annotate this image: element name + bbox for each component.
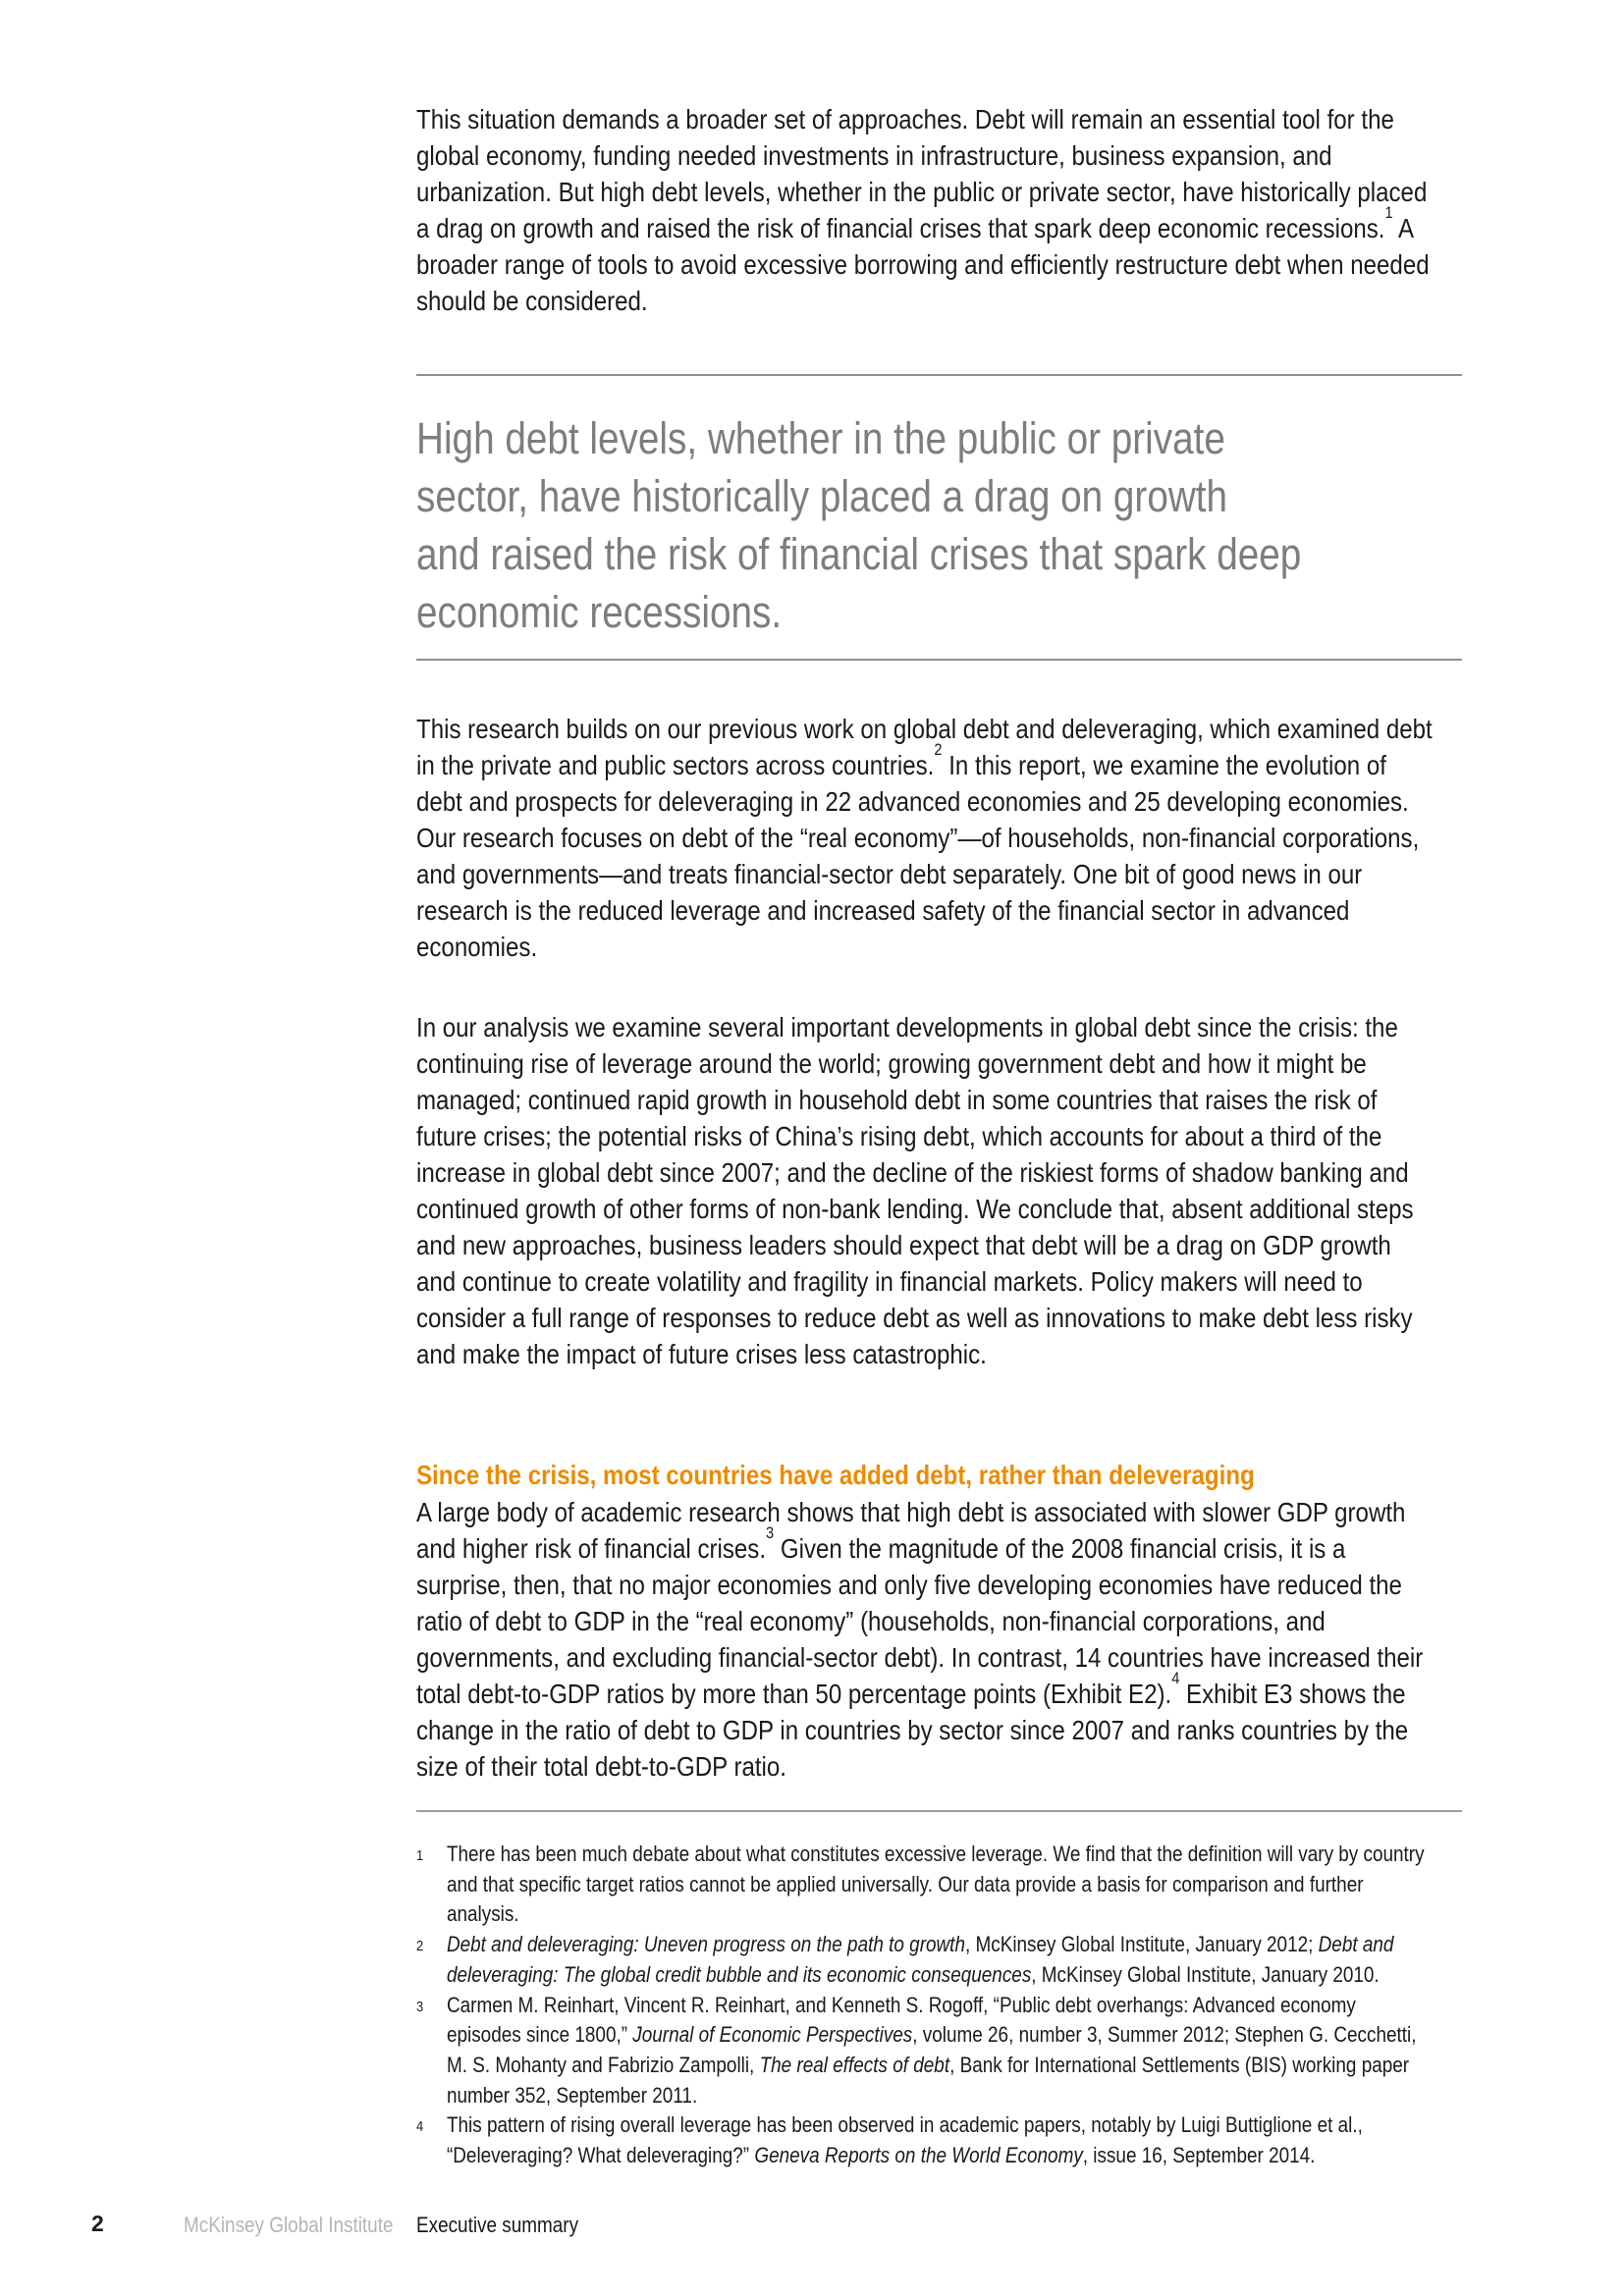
divider-quote-top (416, 374, 1462, 376)
paragraph-analysis: In our analysis we examine several important developments in global debt since the crisis: the continuing rise of leverage around the world; growing government debt and how it might be managed; continued rapid growth in household debt in some countries that raises the risk of future crises; the potential risks of China’s rising debt, which accounts for about a third of the increase in global debt since 2007; and the decline of the riskiest forms of shadow banking and continued growth of other forms of non-bank lending. We conclude that, absent additional steps and new approaches, business leaders should expect that debt will be a drag on GDP growth and continue to create volatility and fragility in financial markets. Policy makers will need to consider a full range of responses to reduce debt as well as innovations to make debt less risky and make the impact of future crises less catastrophic. (416, 1012, 1414, 1369)
footer-section-label: Executive summary (416, 2213, 579, 2237)
footnote-text: Debt and deleveraging: Uneven progress on the path to growth, McKinsey Global Institute, January 2012; Debt and deleveraging: The global credit bubble and its economic consequences, McKinsey Global Institute, January 2010. (446, 1932, 1394, 1987)
footnote-number: 1 (416, 1847, 424, 1864)
divider-footnotes (416, 1810, 1462, 1812)
footnote-number: 4 (416, 2118, 424, 2136)
pull-quote-line: sector, have historically placed a drag on growth (416, 471, 1228, 521)
pull-quote-line: High debt levels, whether in the public or private (416, 413, 1225, 463)
pull-quote (416, 409, 1433, 641)
footnote-text: There has been much debate about what constitutes excessive leverage. We find that the definition will vary by country and that specific target ratios cannot be applied universally. Our data provide a basis for comparison and further analysis. (446, 1842, 1425, 1927)
footnote-text: This pattern of rising overall leverage has been observed in academic papers, notably by Luigi Buttiglione et al., “Deleveraging? What deleveraging?” Geneva Reports on the World Economy, issue 16, September 2014. (446, 2112, 1363, 2168)
paragraph-crisis-debt: A large body of academic research shows that high debt is associated with slower GDP growth and higher risk of financial crises.$^3$ Given the magnitude of the 2008 financial crisis, it is a surprise, then, that no major economies and only five developing economies have reduced the ratio of debt to GDP in the “real economy” (households, non-financial corporations, and governments, and excluding financial-sector debt). In contrast, 14 countries have increased their total debt-to-GDP ratios by more than 50 percentage points (Exhibit E2).$^4$ Exhibit E3 shows the change in the ratio of debt to GDP in countries by sector since 2007 and ranks countries by the size of their total debt-to-GDP ratio. (416, 1497, 1424, 1782)
footnote-number: 3 (416, 1998, 424, 2015)
section-heading: Since the crisis, most countries have added debt, rather than deleveraging (416, 1460, 1255, 1490)
footnote-3 (416, 1991, 1433, 2111)
footer-institute-label: McKinsey Global Institute (184, 2213, 394, 2237)
footnote-2 (416, 1930, 1433, 1990)
pull-quote-line: and raised the risk of financial crises that spark deep (416, 529, 1302, 579)
footnote-1 (416, 1840, 1433, 1930)
paragraph-research: This research builds on our previous work on global debt and deleveraging, which examined debt in the private and public sectors across countries.$^2$ In this report, we examine the evolution of debt and prospects for deleveraging in 22 advanced economies and 25 developing economies. Our research focuses on debt of the “real economy”—of households, non-financial corporations, and governments—and treats financial-sector debt separately. One bit of good news in our research is the reduced leverage and increased safety of the financial sector in advanced economies. (416, 714, 1433, 962)
paragraph-intro: This situation demands a broader set of approaches. Debt will remain an essential tool for the global economy, funding needed investments in infrastructure, business expansion, and urbanization. But high debt levels, whether in the public or private sector, have historically placed a drag on growth and raised the risk of financial crises that spark deep economic recessions.$^1$ A broader range of tools to avoid excessive borrowing and efficiently restructure debt when needed should be considered. (416, 104, 1430, 316)
page-number: 2 (91, 2211, 104, 2236)
divider-quote-bottom (416, 659, 1462, 661)
footnote-4 (416, 2110, 1433, 2170)
footnotes (416, 1840, 1433, 2171)
footnote-text: Carmen M. Reinhart, Vincent R. Reinhart, and Kenneth S. Rogoff, “Public debt overhangs: Advanced economy episodes since 1800,” Journal of Economic Perspectives, volume 26, number 3, Summer 2012; Stephen G. Cecchetti, M. S. Mohanty and Fabrizio Zampolli, The real effects of debt, Bank for International Settlements (BIS) working paper number 352, September 2011. (446, 1992, 1417, 2108)
footnote-number: 2 (416, 1938, 424, 1955)
pull-quote-line: economic recessions. (416, 587, 783, 637)
